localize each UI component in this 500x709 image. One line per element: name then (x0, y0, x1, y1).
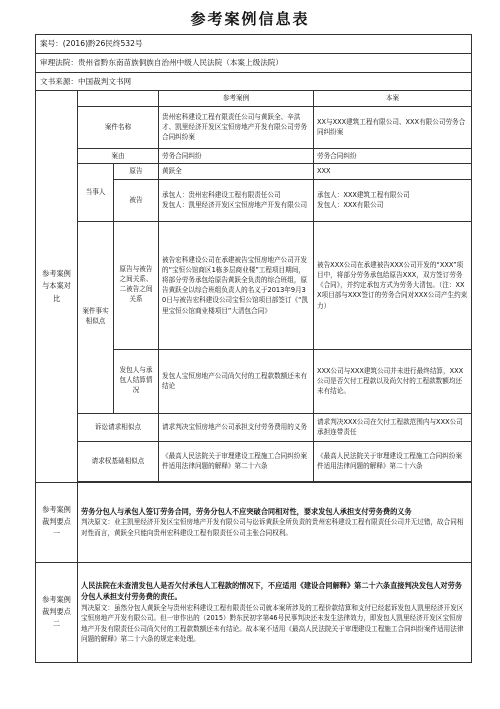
judgment-2-label: 参考案例裁判要点二 (36, 562, 78, 662)
facts-label: 案件事实相似点 (78, 221, 114, 413)
cause-this: 劳务合同纠纷 (314, 148, 472, 163)
relation-label: 原告与被告之间关系、二被告之间关系 (114, 221, 159, 349)
judgment-1-content (78, 482, 472, 562)
basis-label: 请求权基础相似点 (78, 441, 159, 481)
header-this-case: 本案 (314, 91, 472, 106)
judgment-1-label: 参考案例裁判要点一 (36, 482, 78, 562)
parties-label: 当事人 (78, 163, 114, 221)
case-name-ref: 贵州宏科建设工程有限责任公司与黄跃全、辛洪才、凯里经济开发区宝恒房地产开发有限公司劳务合同纠纷案 (159, 106, 314, 148)
settlement-ref: 发包人宝恒房地产公司尚欠付的工程款数额还未有结论 (159, 349, 314, 413)
claim-ref: 请求判决宝恒房地产公司承担支付劳务费用的义务 (159, 413, 314, 441)
case-info-table (35, 34, 472, 663)
basis-this: 《最高人民法院关于审理建设工程施工合同纠纷案件适用法律问题的解释》第二十六条 (314, 441, 472, 481)
plaintiff-label: 原告 (114, 163, 159, 179)
judgment-2-text: 判决原文：虽然分包人黄跃全与贵州宏科建设工程有限责任公司就本案所涉及的工程价款结算和支付已经起诉发包人凯里经济开发区宝恒房地产开发有限公司。但一审作出的（2015）黔东民初字第46号民事判决还未发生法律效力，即发包人凯里经济开发区宝恒房地产开发有限责任公司尚欠付的工程款数额还未有结论。故本案不适用《最高人民法院关于审理建设工程施工合同纠纷案件适用法律问题的解释》第二十六条的规定来处理。 (81, 603, 464, 644)
settlement-this: XXX公司与XXX建筑公司并未进行最终结算，XXX公司是否欠付工程款以及尚欠付的工程款数额均还未有结论。 (314, 349, 472, 413)
defendant-this: 承包人：XXX建筑工程有限公司 发包人：XXX有限公司 (314, 179, 472, 221)
header-blank (78, 91, 159, 106)
basis-ref: 《最高人民法院关于审理建设工程施工合同纠纷案件适用法律问题的解释》第二十六条 (159, 441, 314, 481)
cause-ref: 劳务合同纠纷 (159, 148, 314, 163)
judgment-1-text: 判决原文：业主凯里经济开发区宝恒房地产开发有限公司与讼诉黄跃全所负责的贵州宏科建设工程有限责任公司并无过错，故合同相对性而言，黄跃全只能向贵州宏科建设工程有限责任公司主张合同权利。 (81, 518, 464, 537)
defendant-label: 被告 (114, 179, 159, 221)
trial-court: 审理法院：贵州省黔东南苗族侗族自治州中级人民法院（本案上级法院） (36, 53, 472, 72)
relation-ref: 被告宏科建设公司在承建被告宝恒房地产公司开发的“宝恒公馆商区1栋多层商业楼”工程项目期间，将部分劳务承包给原告黄跃全负责的综合班组，原告黄跃全以综合班组负责人的名义于2013年9月30日与被告宏科建设公司宝恒公馆项目部签订《“凯里宝恒公馆商业楼项目”大清包合同》 (159, 221, 314, 349)
claim-this: 请求判决XXX公司在欠付工程款范围内与XXX公司承担连带责任 (314, 413, 472, 441)
plaintiff-this: XXX (314, 163, 472, 179)
claim-label: 诉讼请求相似点 (78, 413, 159, 441)
judgment-2-content (78, 562, 472, 662)
judgment-2-gist: 人民法院在未查清发包人是否欠付承包人工程款的情况下，不应适用《建设合同解释》第二十六条直接判决发包人对劳务分包人承担支付劳务费的责任。 (81, 580, 462, 602)
settlement-label: 发包人与承包人结算情况 (114, 349, 159, 413)
page-title: 参考案例信息表 (190, 10, 310, 28)
case-name-this: XX与XXX建筑工程有限公司、XXX有限公司劳务合同纠纷案 (314, 106, 472, 148)
header-reference-case: 参考案例 (159, 91, 314, 106)
case-name-label: 案件名称 (78, 106, 159, 148)
relation-this: 被告XXX公司在承建被告XXX公司开发的“XXX”项目中，将部分劳务承包给原告XXX，双方签订劳务《合同》，并约定承包方式为劳务大清包。（注：XXX项目部与XXX签订的劳务合同对XXX公司产生约束力） (314, 221, 472, 349)
compare-section-label: 参考案例与本案对比 (36, 91, 78, 482)
document-source: 文书来源：中国裁判文书网 (36, 72, 472, 91)
cause-label: 案由 (78, 148, 159, 163)
case-number: 案号：(2016)黔26民终532号 (36, 35, 472, 54)
plaintiff-ref: 黄跃全 (159, 163, 314, 179)
defendant-ref: 承包人：贵州宏科建设工程有限责任公司 发包人：凯里经济开发区宝恒房地产开发有限公司 (159, 179, 314, 221)
judgment-1-gist: 劳务分包人与承包人签订劳务合同，劳务分包人不应突破合同相对性，要求发包人承担支付劳务费的义务 (81, 506, 412, 516)
